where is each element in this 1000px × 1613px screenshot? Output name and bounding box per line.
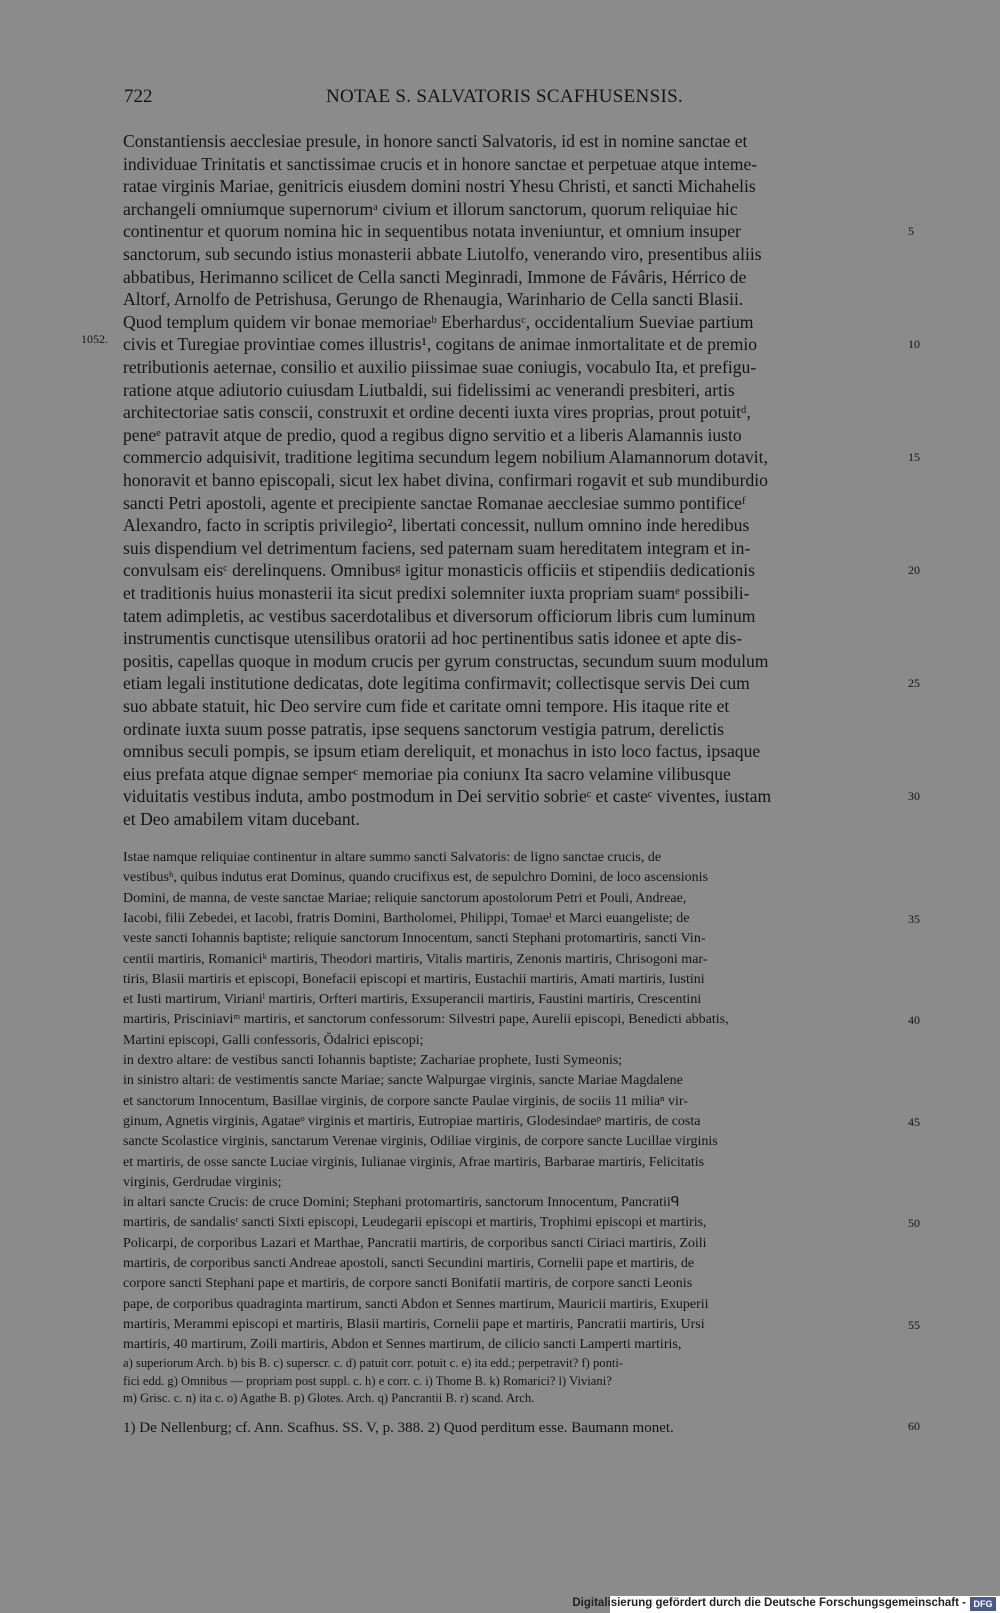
running-title: NOTAE S. SALVATORIS SCAFHUSENSIS. [326, 86, 683, 107]
text-line: Alexandro, facto in scriptis privilegio², libertati concessit, nullum omnino inde heredibus [123, 515, 750, 536]
text-line: omnibus seculi pompis, se ipsum etiam dereliquit, et monachus in isto loco factus, ipsaque [123, 741, 761, 762]
text-line: positis, capellas quoque in modum crucis per gyrum constructas, secundum suum modulum [123, 650, 769, 671]
text-line: sancti Petri apostoli, agente et precipiente sanctae Romanae aecclesiae summo pontificeᶠ [123, 492, 746, 513]
text-line: instrumentis cunctisque utensilibus oratorii ad hoc pertinentibus satis idonee et apte dis- [123, 628, 743, 649]
margin-year: 1052. [81, 332, 108, 346]
text-line: et martiris, de osse sancte Luciae virginis, Iulianae virginis, Afrae martiris, Barbarae martiris, Felicitatis [123, 1154, 705, 1170]
text-line: viduitatis vestibus induta, ambo postmodum in Dei servitio sobrieᶜ et casteᶜ viventes, iustam [123, 786, 772, 807]
text-line: martiris, Prisciniaviᵐ martiris, et sanctorum confessorum: Silvestri pape, Aurelii episcopi, Benedicti abbatis, [123, 1012, 729, 1028]
text-line: tiris, Blasii martiris et episcopi, Bonefacii episcopi et martiris, Eustachii martiris, Amati martiris, Iustini [123, 971, 705, 987]
text-line: Altorf, Arnolfo de Petrishusa, Gerungo de Rhenaugia, Warinhario de Cella sancti Blasii. [123, 289, 744, 310]
line-number: 10 [908, 337, 920, 352]
text-line: tatem adimpletis, ac vestibus sacerdotalibus et diversorum officiorum libris cum luminum [123, 605, 756, 626]
text-line: veste sancti Iohannis baptiste; reliquie sanctorum Innocentum, sancti Stephani protomartiris, sancti Vin- [123, 931, 706, 947]
text-line: retributionis aeternae, consilio et auxilio piissimae suae coniugis, vocabulo Ita, et prefigu- [123, 357, 757, 377]
text-line: martiris, de sandalisʳ sancti Sixti episcopi, Leudegarii episcopi et martiris, Trophimi episcopi et martiris, [123, 1215, 707, 1231]
text-line: in altari sancte Crucis: de cruce Domini; Stephani protomartiris, sanctorum Innocentum, Pancratiiᑫ [123, 1195, 680, 1211]
line-number: 20 [908, 563, 920, 578]
text-line: corpore sancti Stephani pape et martiris, de corpore sancti Bonifatii martiris, de corpore sancti Leonis [123, 1276, 693, 1292]
line-number: 25 [908, 676, 920, 691]
line-number: 55 [908, 1317, 920, 1332]
text-line: martiris, de corporibus sancti Andreae apostoli, sancti Secundini martiris, Cornelii pape et martiris, de [123, 1256, 695, 1271]
line-number: 5 [908, 224, 914, 239]
line-number: 35 [908, 911, 920, 926]
text-line: suo abbate statuit, hic Deo servire cum fide et caritate omni tempore. His itaque rite et [123, 696, 730, 716]
line-number: 15 [908, 450, 920, 465]
text-line: ratione atque adiutorio cuiusdam Liutbaldi, sui fidelissimi ac venerandi presbiteri, artis [123, 379, 735, 400]
dfg-logo: DFG [970, 1597, 996, 1611]
text-line: suis dispendium vel detrimentum faciens, sed paternam suam hereditatem integram et in- [123, 537, 751, 558]
digitization-footer [572, 1596, 1000, 1613]
text-line: Quod templum quidem vir bonae memoriaeᵇ Eberhardusᶜ, occidentalium Sueviae partium [123, 311, 754, 332]
text-line: et Deo amabilem vitam ducebant. [123, 809, 360, 829]
text-line: centii martiris, Romaniciᵏ martiris, Theodori martiris, Vitalis martiris, Zenonis martiris, Chrisogoni mar- [123, 951, 708, 967]
text-line: martiris, 40 martirum, Zoili martiris, Abdon et Sennes martirum, de cilicio sancti Lamperti martiris, [123, 1337, 682, 1353]
text-line: Martini episcopi, Galli confessoris, Ŏdalrici episcopi; [123, 1032, 424, 1048]
text-line: archangeli omniumque supernorumᵃ civium et illorum sanctorum, quorum reliquiae hic [123, 198, 738, 219]
text-line: et traditionis huius monasterii ita sicut predixi solemniter iuxta propriam suamᵉ possibili- [123, 583, 750, 603]
line-number: 45 [908, 1114, 920, 1129]
text-line: et sanctorum Innocentum, Basillae virginis, de corpore sancte Paulae virginis, de sociis 11 miliaⁿ vir- [123, 1093, 688, 1109]
text-line: et Iusti martirum, Virianiˡ martiris, Orfteri martiris, Exsuperancii martiris, Faustini martiris, Crescentini [123, 992, 702, 1008]
text-line: Policarpi, de corporibus Lazari et Marthae, Pancratii martiris, de corporibus sancti Ciriaci martiris, Zoili [123, 1235, 707, 1251]
text-line: continentur et quorum nomina hic in sequentibus notata inveniuntur, et omnium insuper [123, 221, 741, 242]
text-line: in dextro altare: de vestibus sancti Iohannis baptiste; Zachariae prophete, Iusti Symeonis; [123, 1053, 623, 1068]
text-line: commercio adquisivit, traditione legitima secundum legem nobilium Alamannorum dotavit, [123, 447, 768, 468]
text-line: peneᵉ patravit atque de predio, quod a regibus digno servitio et a liberis Alamannis iusto [123, 424, 742, 445]
text-line: Constantiensis aecclesiae presule, in honore sancti Salvatoris, id est in nomine sanctae et [123, 131, 748, 151]
text-line: Iacobi, filii Zebedei, et Iacobi, fratris Domini, Bartholomei, Philippi, Tomaeⁱ et Marci euangeliste; de [123, 910, 690, 926]
line-number: 50 [908, 1216, 920, 1231]
text-line: eius prefata atque dignae semperᶜ memoriae pia coniunx Ita sacro velamine vilibusque [123, 763, 731, 784]
text-line: Istae namque reliquiae continentur in altare summo sancti Salvatoris: de ligno sanctae crucis, de [123, 850, 662, 865]
text-line: m) Grisc. c. n) ita c. o) Agathe B. p) Glotes. Arch. q) Pancrantii B. r) scand. Arch. [123, 1391, 535, 1405]
text-line: pape, de corporibus quadraginta martirum, sancti Abdon et Sennes martirum, Mauricii martiris, Exuperii [123, 1296, 709, 1312]
text-line: fici edd. g) Omnibus — propriam post suppl. c. h) e corr. c. i) Thome B. k) Romarici? l) Viviani? [123, 1373, 612, 1388]
line-number: 60 [908, 1419, 920, 1433]
text-line: in sinistro altari: de vestimentis sancte Mariae; sancte Walpurgae virginis, sancte Mariae Magdalene [123, 1073, 683, 1089]
text-line: virginis, Gerdrudae virginis; [123, 1174, 282, 1190]
line-number: 40 [908, 1013, 920, 1028]
text-line: sancte Scolastice virginis, sanctarum Verenae virginis, Odiliae virginis, de corpore sancte Lucillae virginis [123, 1134, 718, 1150]
page-number: 722 [124, 86, 153, 107]
page-header [0, 86, 1000, 122]
text-line: ginum, Agnetis virginis, Agataeᵒ virginis et martiris, Eutropiae martiris, Glodesindaeᵖ martiris, de costa [123, 1113, 701, 1129]
text-line: Domini, de manna, de veste sanctae Mariae; reliquie sanctorum apostolorum Petri et Pouli, Andreae, [123, 890, 687, 906]
footer-credit: Digitalisierung gefördert durch die Deutsche Forschungsgemeinschaft - [572, 1597, 966, 1609]
text-line: abbatibus, Herimanno scilicet de Cella sancti Meginradi, Immone de Fávâris, Hérrico de [123, 266, 747, 287]
text-line: a) superiorum Arch. b) bis B. c) superscr. c. d) patuit corr. potuit c. e) ita edd.; perpetravit? f) ponti- [123, 1356, 624, 1370]
text-line: convulsam eisᶜ derelinquens. Omnibusᵍ igitur monasticis officiis et stipendiis dedicationis [123, 560, 756, 581]
text-line: vestibusʰ, quibus indutus erat Dominus, quando crucifixus est, de sepulchro Domini, de loco ascensionis [123, 870, 709, 886]
text-line: martiris, Merammi episcopi et martiris, Blasii martiris, Cornelii pape et martiris, Pancratii martiris, Ursi [123, 1316, 705, 1332]
text-line: architectoriae satis conscii, construxit et ordine decenti iuxta vires proprias, prout potuitᵈ, [123, 402, 751, 423]
line-number: 30 [908, 789, 920, 804]
text-line: ordinate iuxta suum posse patratis, ipse sequens sanctorum vestigia patrum, derelictis [123, 718, 724, 739]
text-line: sanctorum, sub secundo istius monasterii abbate Liutolfo, venerando viro, presentibus aliis [123, 244, 762, 264]
text-line: honoravit et banno episcopali, sicut lex habet divina, confirmari rogavit et sub mundiburdio [123, 470, 768, 490]
text-line: ratae virginis Mariae, genitricis eiusdem domini nostri Yhesu Christi, et sancti Michahelis [123, 176, 756, 197]
text-line: individuae Trinitatis et sanctissimae crucis et in honore sanctae et perpetuae atque inteme- [123, 153, 758, 174]
text-line: civis et Turegiae provintiae comes illustris¹, cogitans de animae inmortalitate et de premio [123, 334, 758, 355]
footnote-line: 1) De Nellenburg; cf. Ann. Scafhus. SS. V, p. 388. 2) Quod perditum esse. Baumann monet. [123, 1420, 674, 1436]
text-line: etiam legali institutione dedicatas, dote legitima confirmavit; collectisque servis Dei cum [123, 673, 750, 694]
